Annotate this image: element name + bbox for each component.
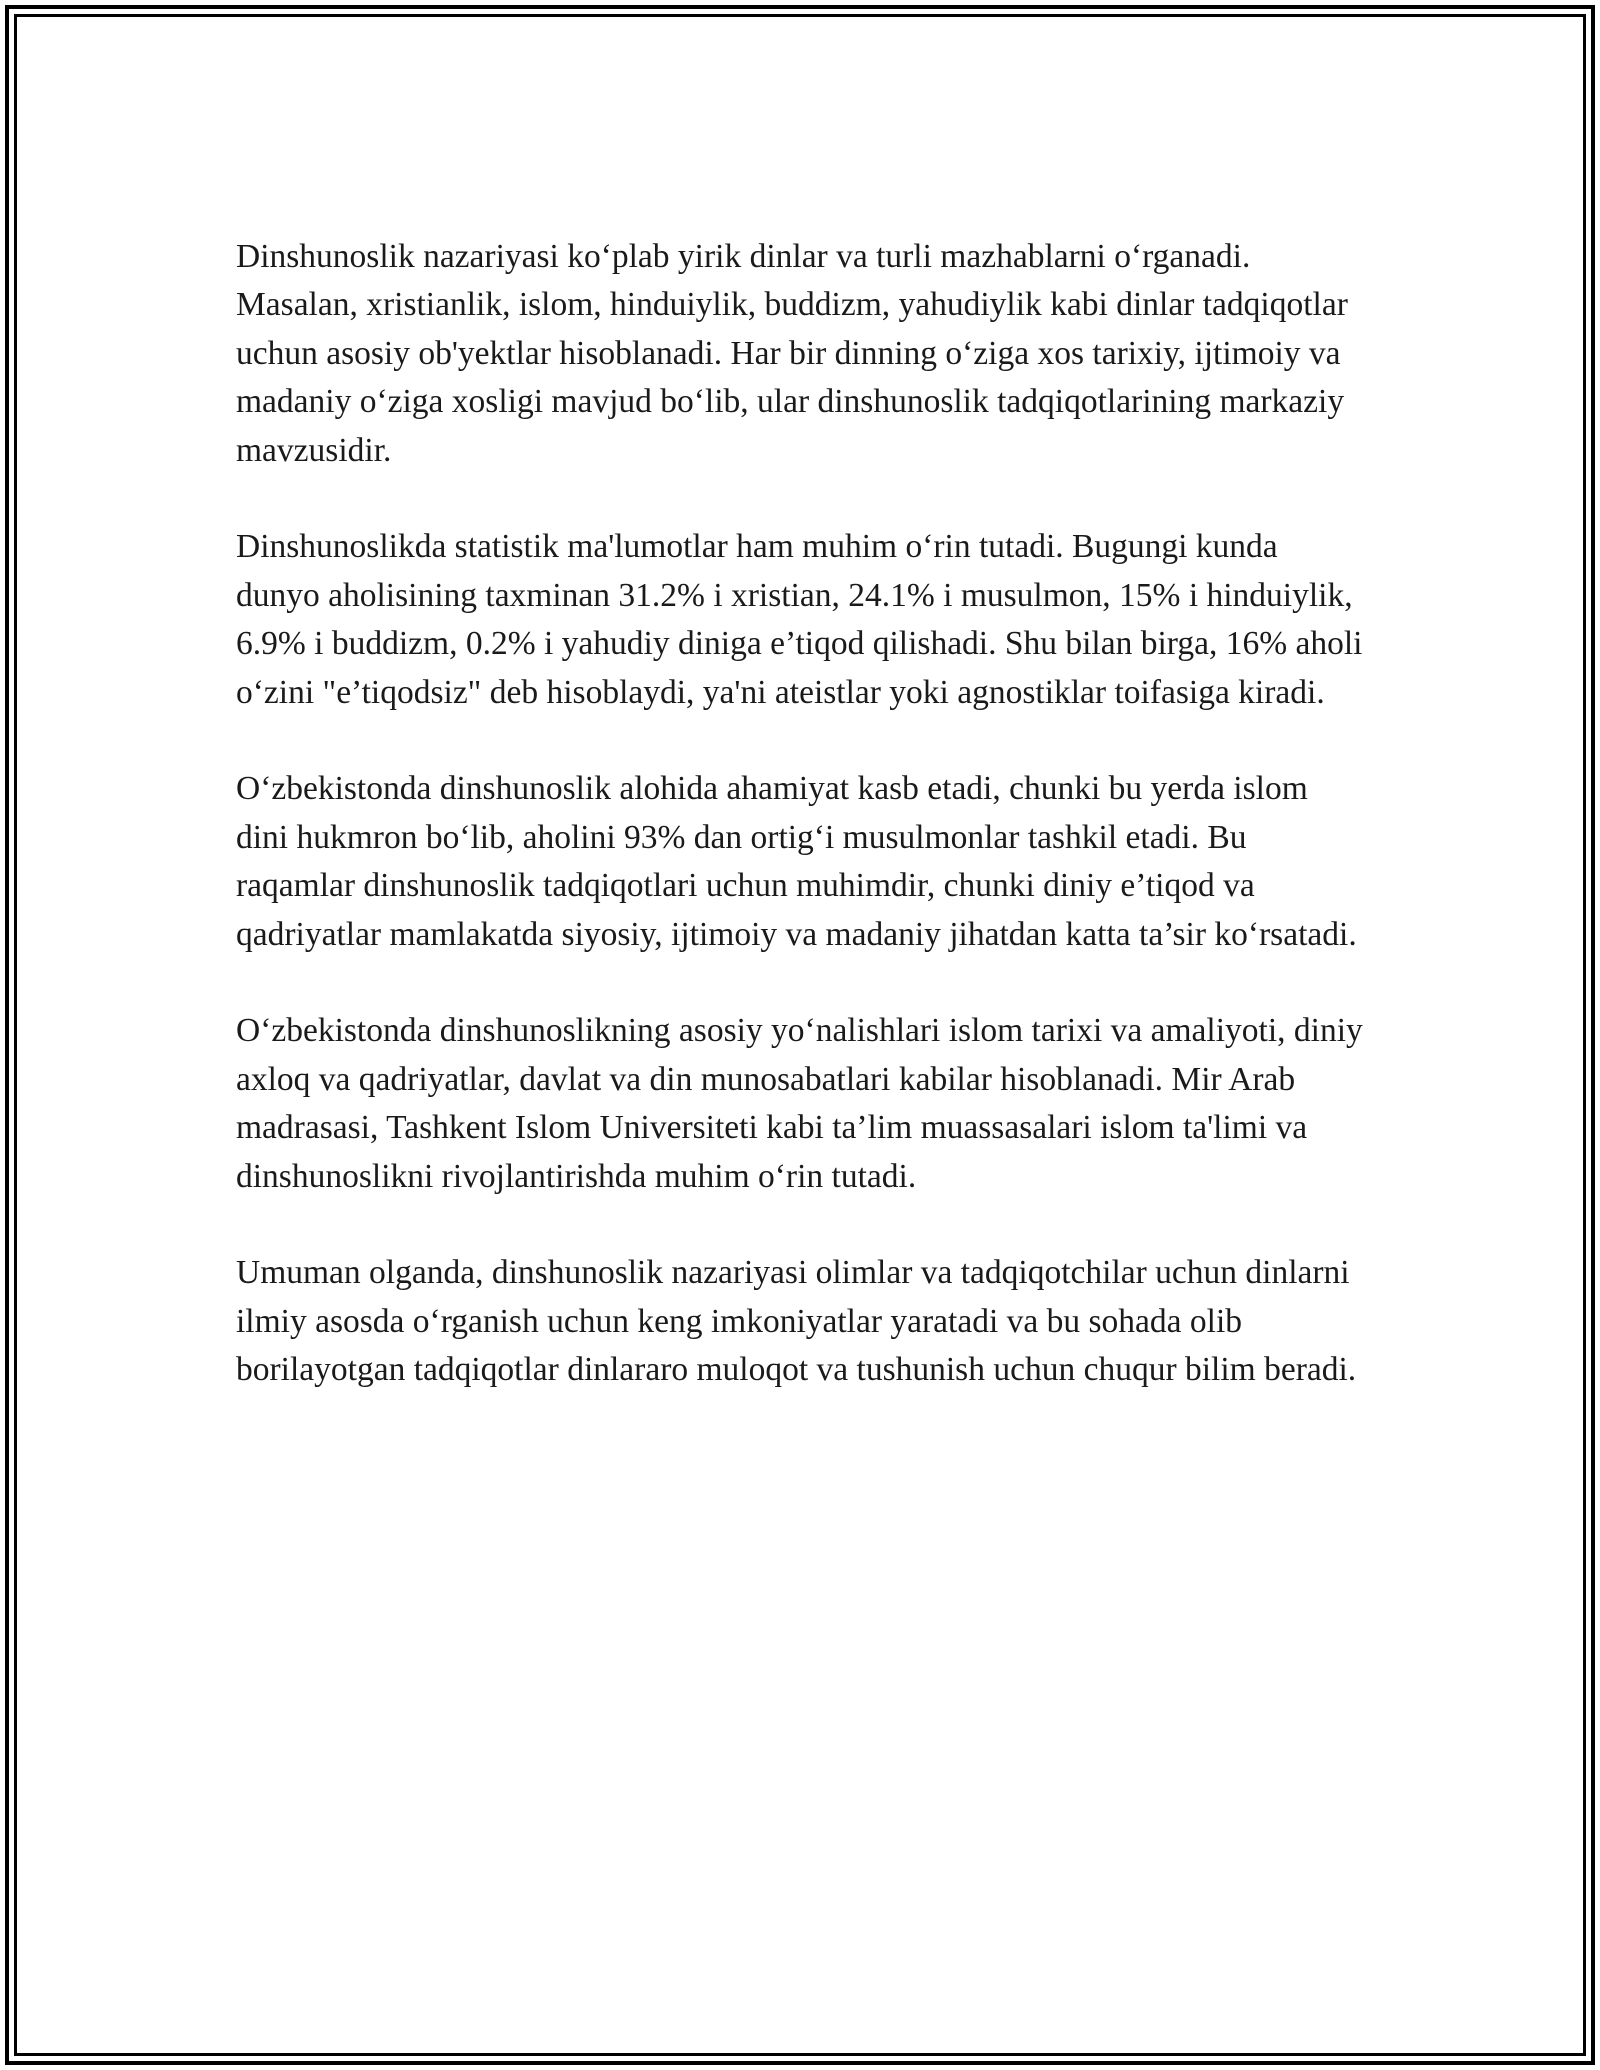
paragraph-uzbekistan-directions: O‘zbekistonda dinshunoslikning asosiy yo‘nalishlari islom tarixi va amaliyoti, diniy axloq va qadriyatlar, davlat va din munosabatlari kabilar hisoblanadi. Mir Arab madrasasi, Tashkent Islom Universiteti kabi ta’lim muassasalari islom ta'limi va dinshunoslikni rivojlantirishda muhim o‘rin tutadi. [236, 1012, 1363, 1195]
paragraph-conclusion: Umuman olganda, dinshunoslik nazariyasi olimlar va tadqiqotchilar uchun dinlarni ilmiy asosda o‘rganish uchun keng imkoniyatlar yaratadi va bu sohada olib borilayotgan tadqiqotlar dinlararo muloqot va tushunish uchun chuqur bilim beradi. [236, 1254, 1357, 1389]
paragraph-uzbekistan-importance: O‘zbekistonda dinshunoslik alohida ahamiyat kasb etadi, chunki bu yerda islom dini hukmron bo‘lib, aholini 93% dan ortig‘i musulmonlar tashkil etadi. Bu raqamlar dinshunoslik tadqiqotlari uchun muhimdir, chunki diniy e’tiqod va qadriyatlar mamlakatda siyosiy, ijtimoiy va madaniy jihatdan katta ta’sir ko‘rsatadi. [236, 770, 1357, 953]
paragraph-religions-overview: Dinshunoslik nazariyasi ko‘plab yirik dinlar va turli mazhablarni o‘rganadi. Masalan, xristianlik, islom, hinduiylik, buddizm, yahudiylik kabi dinlar tadqiqotlar uchun asosiy ob'yektlar hisoblanadi. Har bir dinning o‘ziga xos tarixiy, ijtimoiy va madaniy o‘ziga xosligi mavjud bo‘lib, ular dinshunoslik tadqiqotlarining markaziy mavzusidir. [236, 238, 1348, 469]
paragraph-world-statistics: Dinshunoslikda statistik ma'lumotlar ham muhim o‘rin tutadi. Bugungi kunda dunyo aholisining taxminan 31.2% i xristian, 24.1% i musulmon, 15% i hinduiylik, 6.9% i buddizm, 0.2% i yahudiy diniga e’tiqod qilishadi. Shu bilan birga, 16% aholi o‘zini "e’tiqodsiz" deb hisoblaydi, ya'ni ateistlar yoki agnostiklar toifasiga kiradi. [236, 528, 1363, 711]
document-body [236, 233, 1366, 1395]
